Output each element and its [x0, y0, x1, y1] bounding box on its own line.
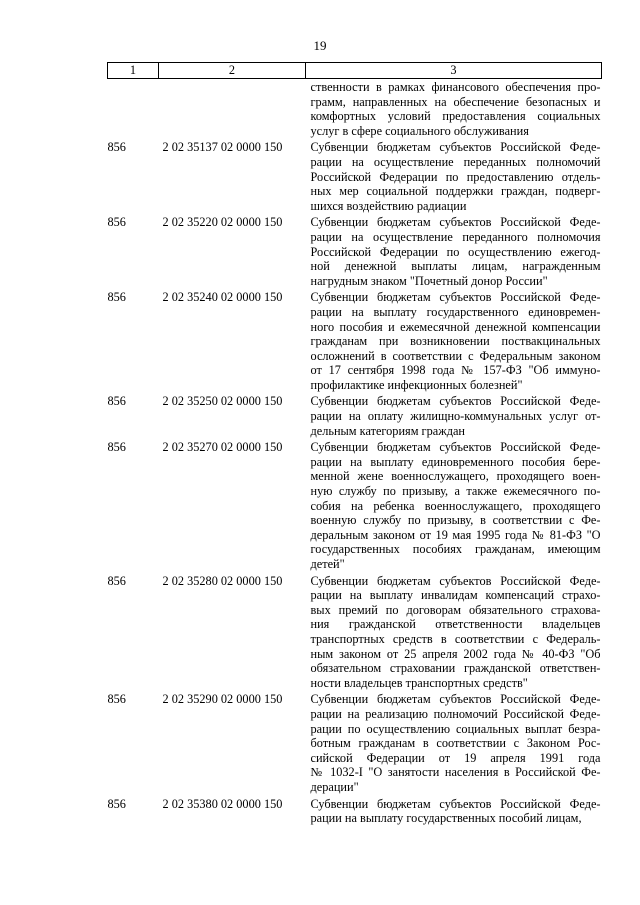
table-row [108, 392, 602, 438]
admin-code-cell: 856 [107, 394, 126, 409]
description-line: государственных пособиях гражданам, имеющим [310, 542, 601, 557]
admin-code-cell: 856 [107, 692, 126, 707]
description-line: ности владельцев транспортных средств" [310, 675, 528, 690]
description-line: рации на реализацию полномочий Российской Феде- [310, 706, 601, 721]
description-line: рации на выплату государственных пособий лицам, [310, 811, 582, 826]
admin-code-cell: 856 [107, 573, 126, 588]
header-col-1: 1 [108, 63, 159, 79]
description-line: Субвенции бюджетам субъектов Российской Феде- [310, 796, 601, 811]
budget-code-cell: 2 02 35220 02 0000 150 [162, 215, 283, 230]
admin-code-cell: 856 [107, 290, 126, 305]
budget-code-cell: 2 02 35380 02 0000 150 [162, 796, 283, 811]
description-line: Субвенции бюджетам субъектов Российской Феде- [310, 140, 601, 155]
description-line: собия на ребенка военнослужащего, проходящего [310, 498, 601, 513]
description-line: от 17 сентября 1998 года № 157-ФЗ "Об иммуно- [310, 363, 601, 378]
description-line: комфортных условий предоставления социальных [310, 109, 601, 124]
description-line: ной денежной выплаты лицам, награжденным [310, 259, 601, 274]
description-line: ную службу по призыву, а также ежемесячного по- [310, 484, 601, 499]
description-line: осложнений в соответствии с Федеральным законом [310, 348, 601, 363]
description-line: услуг в сфере социального обслуживания [310, 123, 529, 138]
description-line: дельным категориям граждан [310, 423, 465, 438]
description-line: шихся воздействию радиации [310, 198, 467, 213]
description-line: Субвенции бюджетам субъектов Российской Феде- [310, 215, 601, 230]
description-line: рации на оплату жилищно-коммунальных услуг от- [310, 409, 601, 424]
description-line: рации по осуществлению социальных выплат безра- [310, 721, 601, 736]
page-number: 19 [313, 38, 327, 53]
budget-code-cell: 2 02 35280 02 0000 150 [162, 573, 283, 588]
table-row [108, 572, 602, 691]
description-line: грамм, направленных на обеспечение безопасных и [310, 94, 601, 109]
empty-cell [159, 79, 306, 139]
description-line: рации на выплату единовременного пособия бере- [310, 454, 601, 469]
description-line: ния гражданской ответственности владельцев [310, 617, 601, 632]
admin-code-cell: 856 [107, 440, 126, 455]
description-line: менной жене военнослужащего, проходящего воен- [310, 469, 601, 484]
description-cell [306, 392, 602, 438]
description-line: № 1032-I "О занятости населения в Российской Фе- [310, 765, 601, 780]
description-cell [306, 288, 602, 392]
description-line: деральным законом от 19 мая 1995 года № 81-ФЗ "О [310, 527, 601, 542]
budget-code-cell: 2 02 35270 02 0000 150 [162, 440, 283, 455]
description-line: Субвенции бюджетам субъектов Российской Феде- [310, 692, 601, 707]
description-line: транспортных средств в соответствии с Федераль- [310, 631, 601, 646]
continuation-row [108, 79, 602, 139]
description-cell [306, 572, 602, 691]
description-line: Субвенции бюджетам субъектов Российской Феде- [310, 290, 601, 305]
description-line: сийской Федерации от 19 апреля 1991 года [310, 750, 601, 765]
description-cell [306, 138, 602, 213]
description-cell [306, 213, 602, 288]
description-line: рации на выплату инвалидам компенсаций страхо- [310, 588, 601, 603]
description-line: рации на осуществление переданных полномочий [310, 154, 601, 169]
admin-code-cell: 856 [107, 215, 126, 230]
description-line: обязательном страховании гражданской ответствен- [310, 661, 601, 676]
description-line: ственности в рамках финансового обеспечения про- [310, 80, 601, 94]
description-line: детей" [310, 557, 345, 571]
description-line: ботным гражданам в соответствии с Законом Рос- [310, 736, 601, 751]
empty-cell [108, 79, 159, 139]
description-line: Российской Федерации по предоставлению отдель- [310, 169, 601, 184]
table-row [108, 138, 602, 213]
description-cell [306, 795, 602, 826]
budget-code-cell: 2 02 35250 02 0000 150 [162, 394, 283, 409]
description-line: военную службу по призыву, в соответствии с Фе- [310, 513, 601, 528]
admin-code-cell: 856 [107, 140, 126, 155]
revenue-codes-table [107, 62, 602, 826]
table-row [108, 288, 602, 392]
description-cell [306, 79, 602, 139]
table-row [108, 438, 602, 571]
description-line: рации на выплату государственного единовремен- [310, 304, 601, 319]
description-line: дерации" [310, 779, 359, 794]
description-cell [306, 690, 602, 794]
description-line: вых премий по договорам обязательного страхова- [310, 602, 601, 617]
table-header [108, 63, 602, 79]
description-cell [306, 438, 602, 571]
description-line: Субвенции бюджетам субъектов Российской Феде- [310, 573, 601, 588]
budget-code-cell: 2 02 35240 02 0000 150 [162, 290, 283, 305]
description-line: рации на осуществление переданного полномочия [310, 229, 601, 244]
description-line: Российской Федерации по осуществлению ежегод- [310, 244, 601, 259]
description-line: ного пособия и ежемесячной денежной компенсации [310, 319, 601, 334]
description-line: Субвенции бюджетам субъектов Российской Феде- [310, 440, 601, 455]
description-line: Субвенции бюджетам субъектов Российской Феде- [310, 394, 601, 409]
budget-code-cell: 2 02 35290 02 0000 150 [162, 692, 283, 707]
table-body [108, 79, 602, 826]
description-line: ных мер социальной поддержки граждан, подверг- [310, 184, 601, 199]
description-line: ным законом от 25 апреля 2002 года № 40-ФЗ "Об [310, 646, 601, 661]
header-col-2: 2 [159, 63, 306, 79]
description-line: гражданам при возникновении поствакцинальных [310, 334, 601, 349]
description-line: нагрудным знаком "Почетный донор России" [310, 273, 548, 288]
table-row [108, 690, 602, 794]
table-row [108, 213, 602, 288]
budget-code-cell: 2 02 35137 02 0000 150 [162, 140, 283, 155]
table-row [108, 795, 602, 826]
header-col-3: 3 [306, 63, 602, 79]
description-line: профилактике инфекционных болезней" [310, 377, 523, 392]
admin-code-cell: 856 [107, 796, 126, 811]
